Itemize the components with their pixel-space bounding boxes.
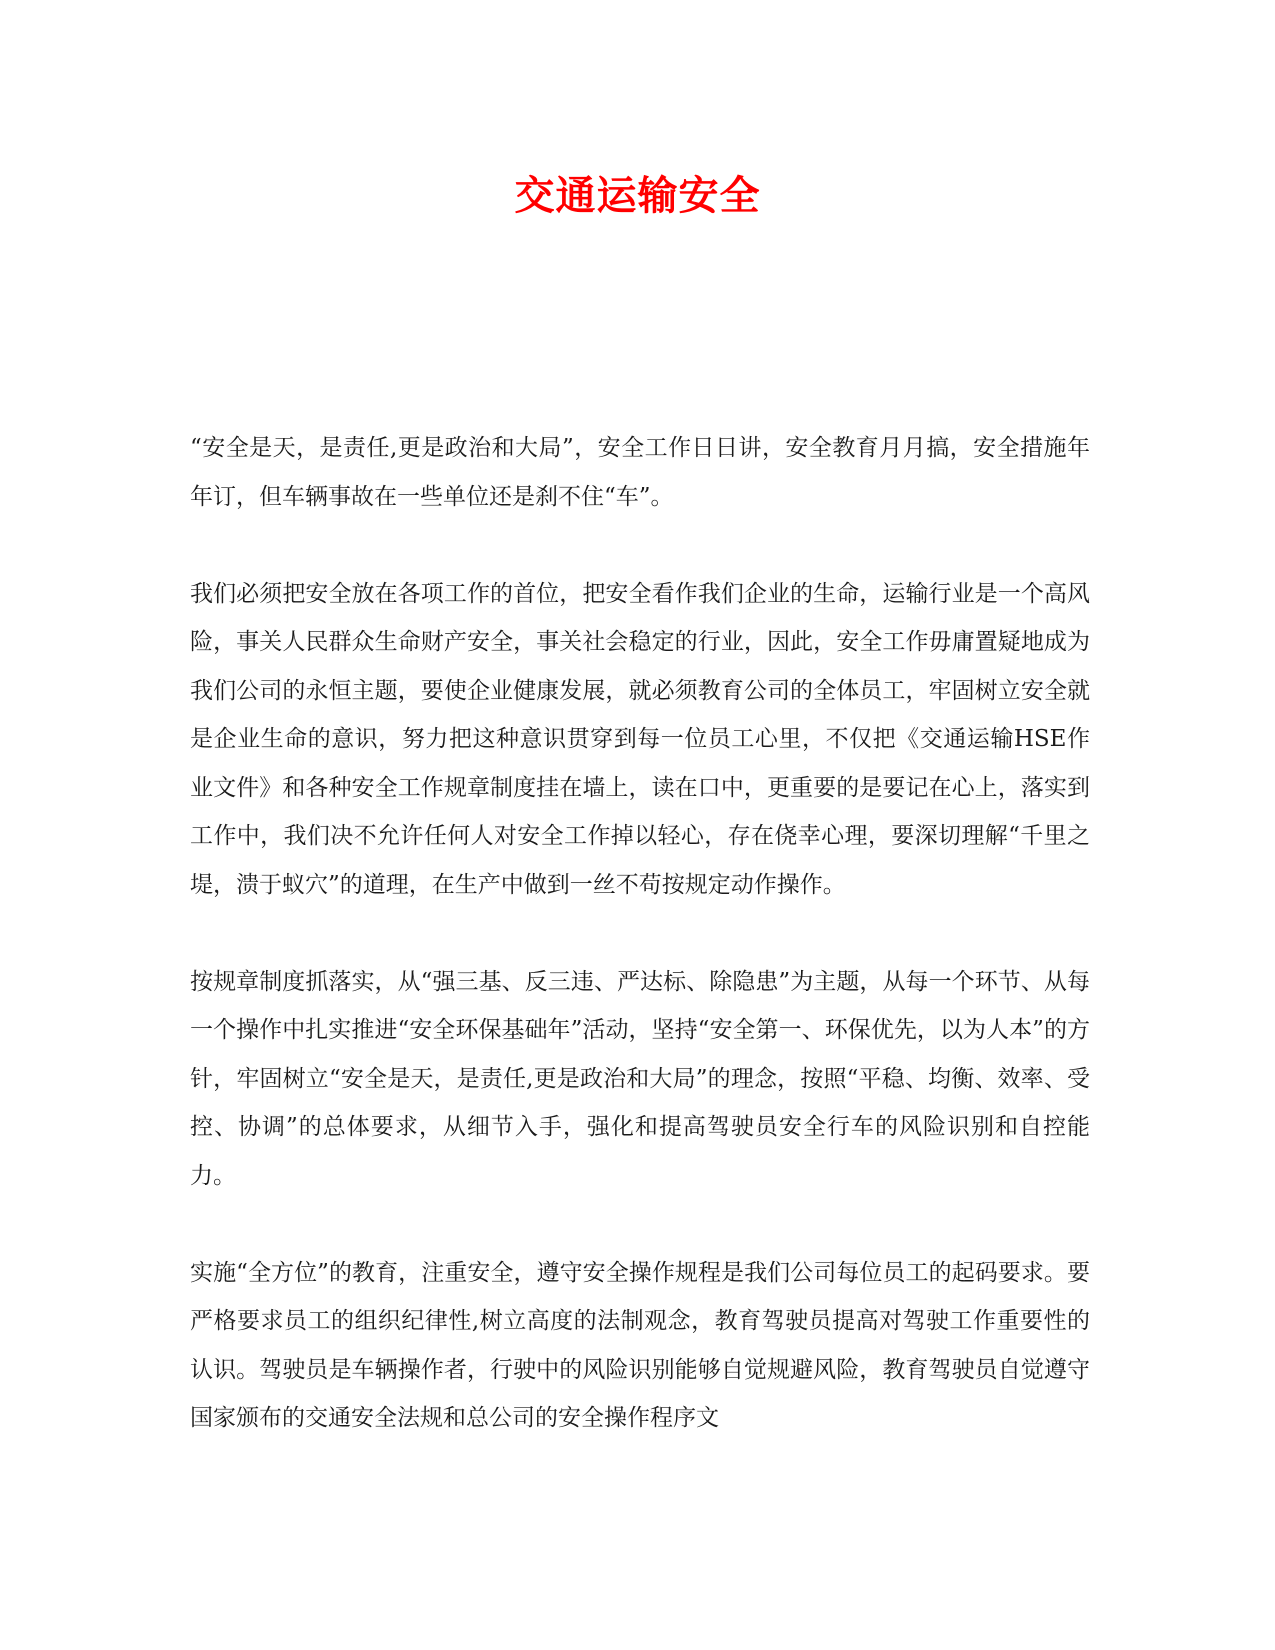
document-title: 交通运输安全	[514, 172, 761, 219]
paragraph-1: “安全是天，是责任,更是政治和大局”，安全工作日日讲，安全教育月月搞，安全措施年年订，但车辆事故在一些单位还是刹不住“车”。	[190, 435, 1090, 510]
document-body	[190, 424, 1090, 1491]
paragraph-2: 我们必须把安全放在各项工作的首位，把安全看作我们企业的生命，运输行业是一个高风险，事关人民群众生命财产安全，事关社会稳定的行业，因此，安全工作毋庸置疑地成为我们公司的永恒主题，要使企业健康发展，就必须教育公司的全体员工，牢固树立安全就是企业生命的意识，努力把这种意识贯穿到每一位员工心里，不仅把《交通运输HSE作业文件》和各种安全工作规章制度挂在墙上，读在口中，更重要的是要记在心上，落实到工作中，我们决不允许任何人对安全工作掉以轻心，存在侥幸心理，要深切理解“千里之堤，溃于蚁穴”的道理，在生产中做到一丝不苟按规定动作操作。	[190, 580, 1090, 898]
paragraph-3: 按规章制度抓落实，从“强三基、反三违、严达标、除隐患”为主题，从每一个环节、从每一个操作中扎实推进“安全环保基础年”活动，坚持“安全第一、环保优先，以为人本”的方针，牢固树立“安全是天，是责任,更是政治和大局”的理念，按照“平稳、均衡、效率、受控、协调”的总体要求，从细节入手，强化和提高驾驶员安全行车的风险识别和自控能力。	[190, 968, 1090, 1189]
paragraph-4: 实施“全方位”的教育，注重安全，遵守安全操作规程是我们公司每位员工的起码要求。要严格要求员工的组织纪律性,树立高度的法制观念，教育驾驶员提高对驾驶工作重要性的认识。驾驶员是车辆操作者，行驶中的风险识别能够自觉规避风险，教育驾驶员自觉遵守国家颁布的交通安全法规和总公司的安全操作程序文	[190, 1259, 1090, 1431]
